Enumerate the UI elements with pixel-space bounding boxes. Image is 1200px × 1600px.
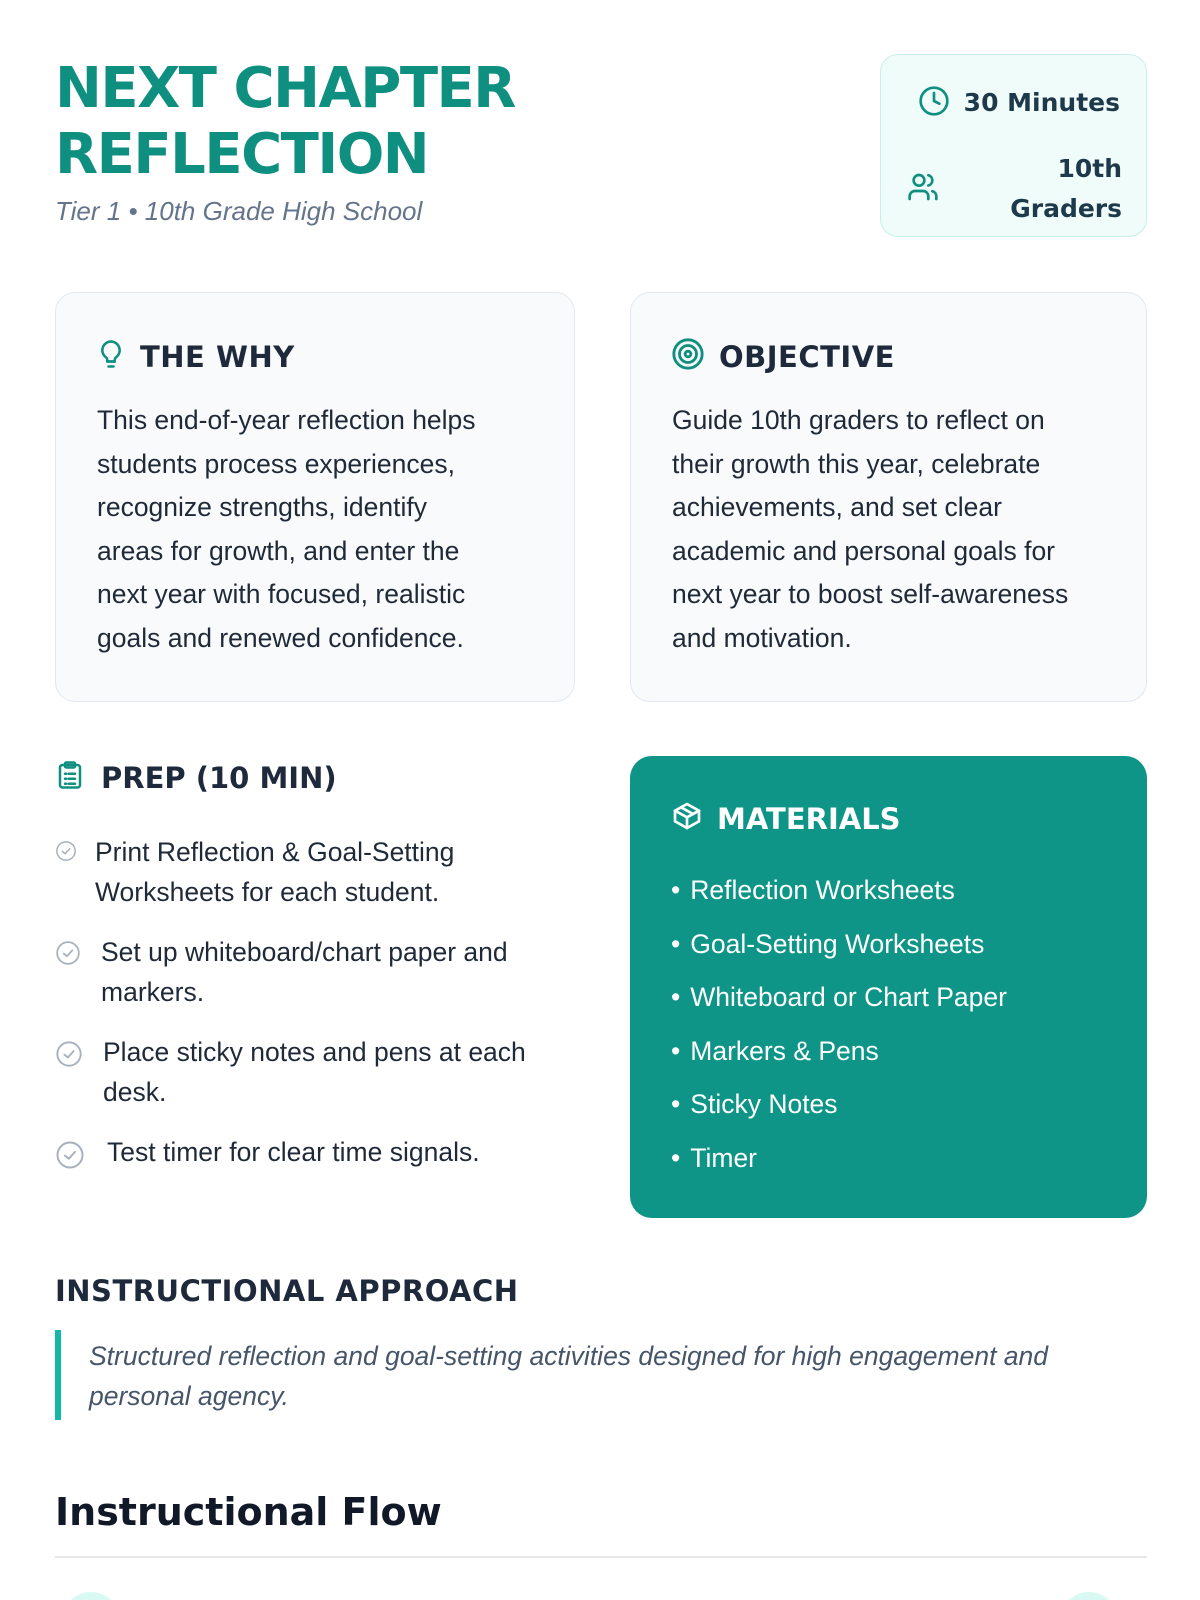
why-line: areas for growth, and enter the — [97, 535, 460, 566]
objective-line: achievements, and set clear — [672, 492, 1002, 522]
objective-line: and motivation. — [672, 622, 852, 653]
section-divider — [55, 1556, 1147, 1558]
prep-item-line: Test timer for clear time signals. — [107, 1137, 480, 1167]
prep-item-line: Set up whiteboard/chart paper and — [101, 937, 508, 967]
prep-item-line: desk. — [103, 1077, 167, 1107]
objective-line: academic and personal goals for — [672, 535, 1056, 566]
why-line: This end-of-year reflection helps — [97, 405, 476, 435]
clock-icon — [918, 85, 950, 122]
check-circle-icon[interactable] — [55, 1140, 85, 1175]
why-card-title: THE WHY — [140, 339, 295, 374]
objective-card-body — [672, 399, 1112, 660]
materials-title: MATERIALS — [717, 801, 901, 836]
prep-item-text — [107, 1132, 480, 1172]
why-line: next year with focused, realistic — [97, 579, 466, 609]
materials-item: • Goal-Setting Worksheets — [671, 918, 1007, 972]
check-circle-icon[interactable] — [55, 940, 81, 971]
page-title — [55, 56, 515, 188]
objective-card-title: OBJECTIVE — [719, 339, 895, 374]
materials-list — [671, 864, 1007, 1185]
page-header — [55, 56, 515, 227]
objective-line: their growth this year, celebrate — [672, 448, 1041, 479]
materials-item: • Sticky Notes — [671, 1078, 1007, 1132]
prep-item-line: Place sticky notes and pens at each — [103, 1037, 526, 1067]
prep-item-line: markers. — [101, 977, 205, 1007]
prep-item — [55, 932, 575, 1012]
page-subtitle: Tier 1 • 10th Grade High School — [55, 196, 423, 226]
prep-header — [55, 758, 337, 797]
materials-item: • Whiteboard or Chart Paper — [671, 971, 1007, 1025]
why-card-body — [97, 399, 537, 660]
step-badge — [1060, 1592, 1118, 1600]
box-icon — [671, 800, 703, 837]
lesson-meta-box — [880, 54, 1147, 237]
why-line: recognize strengths, identify — [97, 492, 427, 522]
prep-item — [55, 1132, 575, 1175]
approach-quote-line: personal agency. — [89, 1381, 289, 1411]
page-title-line-1: NEXT CHAPTER — [55, 56, 515, 121]
clipboard-icon — [55, 758, 85, 797]
why-card-header — [96, 337, 295, 376]
page-title-line-2: REFLECTION — [55, 122, 429, 187]
audience-text — [1010, 149, 1122, 229]
prep-item-text — [95, 832, 454, 912]
approach-quote — [55, 1330, 1147, 1420]
approach-quote-text — [89, 1336, 1139, 1416]
materials-item: • Markers & Pens — [671, 1025, 1007, 1079]
prep-item-text — [103, 1032, 526, 1112]
prep-item-line: Print Reflection & Goal-Setting — [95, 837, 455, 867]
prep-checklist — [55, 832, 575, 1195]
flow-title: Instructional Flow — [55, 1490, 442, 1534]
check-circle-icon[interactable] — [55, 1040, 83, 1073]
materials-item: • Timer — [671, 1132, 1007, 1186]
check-circle-icon[interactable] — [55, 840, 77, 867]
audience-line-1: 10th — [1057, 154, 1122, 183]
prep-title: PREP (10 MIN) — [101, 760, 337, 795]
why-line: students process experiences, — [97, 448, 455, 479]
prep-item-text — [101, 932, 508, 1012]
objective-card-header — [671, 337, 895, 376]
approach-quote-line: Structured reflection and goal-setting activities designed for high engagement and — [89, 1341, 1049, 1371]
step-badge — [62, 1592, 120, 1600]
prep-item — [55, 1032, 575, 1112]
approach-title: INSTRUCTIONAL APPROACH — [55, 1274, 519, 1308]
materials-header — [671, 800, 901, 837]
audience-line-2: Graders — [1010, 194, 1122, 223]
lightbulb-icon — [96, 337, 126, 376]
why-card — [55, 292, 575, 702]
prep-item-line: Worksheets for each student. — [95, 877, 440, 907]
target-icon — [671, 337, 705, 376]
objective-line: next year to boost self-awareness — [672, 579, 1069, 609]
objective-card — [630, 292, 1147, 702]
materials-card — [630, 756, 1147, 1218]
duration-text: 30 Minutes — [963, 88, 1120, 117]
objective-line: Guide 10th graders to reflect on — [672, 405, 1045, 435]
why-line: goals and renewed confidence. — [97, 622, 464, 653]
materials-item: • Reflection Worksheets — [671, 864, 1007, 918]
audience-row — [907, 149, 1122, 229]
prep-item — [55, 832, 575, 912]
duration-row — [918, 83, 1120, 123]
users-icon — [907, 171, 939, 208]
